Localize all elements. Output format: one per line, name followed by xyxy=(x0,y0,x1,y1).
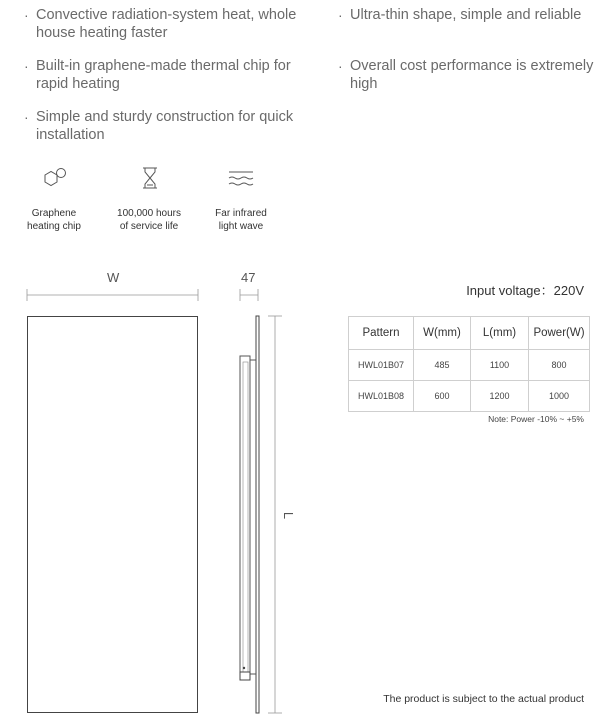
feature-text: Convective radiation-system heat, whole house heating faster xyxy=(36,7,297,41)
feature-cost-performance xyxy=(338,57,598,93)
bullet: · xyxy=(338,7,343,23)
feature-text: Overall cost performance is extremely high xyxy=(350,58,594,92)
table-cell: 1100 xyxy=(471,350,529,381)
table-row xyxy=(349,381,590,412)
table-cell: 1000 xyxy=(529,381,590,412)
depth-label: 47 xyxy=(241,270,256,285)
panel-side-bracket xyxy=(240,356,250,678)
power-note: Note: Power -10% ~ +5% xyxy=(488,414,584,424)
table-cell: 800 xyxy=(529,350,590,381)
panel-side-profile xyxy=(256,316,259,713)
table-cell: 485 xyxy=(414,350,471,381)
bullet: · xyxy=(24,7,29,23)
length-label: L xyxy=(281,511,297,520)
spec-table xyxy=(348,316,590,412)
bullet: · xyxy=(338,58,343,74)
panel-front-view xyxy=(27,316,198,713)
table-cell: HWL01B07 xyxy=(349,350,414,381)
caption-line: 100,000 hours xyxy=(117,208,181,219)
column-header: Pattern xyxy=(349,317,414,350)
caption-line: light wave xyxy=(218,221,264,232)
column-header: W(mm) xyxy=(414,317,471,350)
column-header: Power(W) xyxy=(529,317,590,350)
width-label: W xyxy=(107,270,120,285)
table-cell: 600 xyxy=(414,381,471,412)
table-row xyxy=(349,350,590,381)
table-header-row xyxy=(349,317,590,350)
footer-disclaimer: The product is subject to the actual product xyxy=(383,693,584,705)
bullet: · xyxy=(24,58,29,74)
feature-ultra-thin xyxy=(338,6,608,24)
column-header: L(mm) xyxy=(471,317,529,350)
feature-text: Simple and sturdy construction for quick installation xyxy=(36,109,294,143)
feature-text: Built-in graphene-made thermal chip for rapid heating xyxy=(36,58,291,92)
feature-text: Ultra-thin shape, simple and reliable xyxy=(350,7,582,23)
caption-line: heating chip xyxy=(27,221,81,232)
bullet: · xyxy=(24,109,29,125)
table-cell: HWL01B08 xyxy=(349,381,414,412)
table-cell: 1200 xyxy=(471,381,529,412)
caption-line: Graphene xyxy=(31,208,77,219)
caption-line: Far infrared xyxy=(215,208,267,219)
caption-line: of service life xyxy=(119,221,179,232)
input-voltage: Input voltage：220V xyxy=(466,283,584,298)
